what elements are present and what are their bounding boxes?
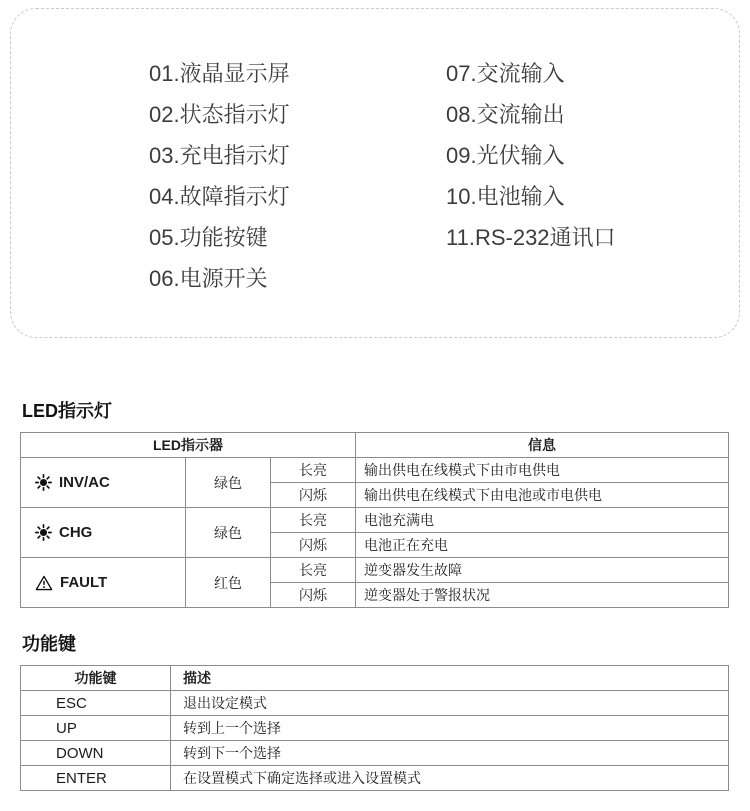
table-row bbox=[21, 458, 729, 483]
indicator-cell-invac bbox=[21, 458, 186, 508]
function-key-header: 功能键 bbox=[21, 666, 171, 691]
parts-list-item: 02.状态指示灯 bbox=[149, 102, 290, 127]
function-key-desc: 转到上一个选择 bbox=[171, 716, 729, 741]
indicator-info: 电池正在充电 bbox=[356, 533, 729, 558]
function-key-name: UP bbox=[21, 716, 171, 741]
led-indicator-header: LED指示器 bbox=[21, 433, 356, 458]
indicator-state: 长亮 bbox=[271, 508, 356, 533]
indicator-info: 逆变器处于警报状况 bbox=[356, 583, 729, 608]
table-row bbox=[21, 766, 729, 791]
parts-list-item: 01.液晶显示屏 bbox=[149, 61, 290, 86]
parts-list-item: 06.电源开关 bbox=[149, 266, 268, 291]
indicator-cell-chg bbox=[21, 508, 186, 558]
indicator-label: FAULT bbox=[60, 574, 108, 591]
indicator-state: 闪烁 bbox=[271, 483, 356, 508]
parts-list-item: 09.光伏输入 bbox=[446, 143, 565, 168]
table-row bbox=[21, 508, 729, 533]
function-key-desc: 在设置模式下确定选择或进入设置模式 bbox=[171, 766, 729, 791]
indicator-color: 绿色 bbox=[186, 508, 271, 558]
indicator-cell-fault bbox=[21, 558, 186, 608]
function-key-desc: 退出设定模式 bbox=[171, 691, 729, 716]
table-row bbox=[21, 716, 729, 741]
warning-icon bbox=[35, 575, 53, 591]
sun-icon bbox=[35, 474, 52, 491]
table-header-row bbox=[21, 433, 729, 458]
indicator-state: 长亮 bbox=[271, 458, 356, 483]
function-key-desc: 转到下一个选择 bbox=[171, 741, 729, 766]
function-keys-table bbox=[20, 665, 729, 791]
function-key-name: ESC bbox=[21, 691, 171, 716]
table-row bbox=[21, 741, 729, 766]
table-row bbox=[21, 691, 729, 716]
indicator-info: 输出供电在线模式下由电池或市电供电 bbox=[356, 483, 729, 508]
parts-list-item: 11.RS-232通讯口 bbox=[446, 225, 616, 250]
indicator-label: INV/AC bbox=[59, 474, 110, 491]
parts-list-item: 04.故障指示灯 bbox=[149, 184, 290, 209]
led-info-header: 信息 bbox=[356, 433, 729, 458]
parts-list-box bbox=[10, 8, 740, 338]
table-header-row bbox=[21, 666, 729, 691]
function-key-name: ENTER bbox=[21, 766, 171, 791]
indicator-label: CHG bbox=[59, 524, 93, 541]
led-section-heading: LED指示灯 bbox=[22, 401, 112, 421]
parts-list-item: 08.交流输出 bbox=[446, 102, 565, 127]
table-row bbox=[21, 558, 729, 583]
description-header: 描述 bbox=[171, 666, 729, 691]
indicator-info: 逆变器发生故障 bbox=[356, 558, 729, 583]
indicator-color: 绿色 bbox=[186, 458, 271, 508]
function-key-name: DOWN bbox=[21, 741, 171, 766]
indicator-state: 闪烁 bbox=[271, 533, 356, 558]
parts-list-item: 10.电池输入 bbox=[446, 184, 565, 209]
parts-list-item: 05.功能按键 bbox=[149, 225, 268, 250]
parts-list-item: 07.交流输入 bbox=[446, 61, 565, 86]
indicator-info: 电池充满电 bbox=[356, 508, 729, 533]
led-indicator-table bbox=[20, 432, 729, 608]
parts-list-left-column bbox=[149, 53, 446, 299]
function-keys-heading: 功能键 bbox=[22, 634, 76, 654]
indicator-color: 红色 bbox=[186, 558, 271, 608]
indicator-state: 闪烁 bbox=[271, 583, 356, 608]
sun-icon bbox=[35, 524, 52, 541]
parts-list-item: 03.充电指示灯 bbox=[149, 143, 290, 168]
indicator-state: 长亮 bbox=[271, 558, 356, 583]
parts-list-right-column bbox=[446, 53, 616, 299]
parts-list bbox=[149, 53, 616, 299]
indicator-info: 输出供电在线模式下由市电供电 bbox=[356, 458, 729, 483]
